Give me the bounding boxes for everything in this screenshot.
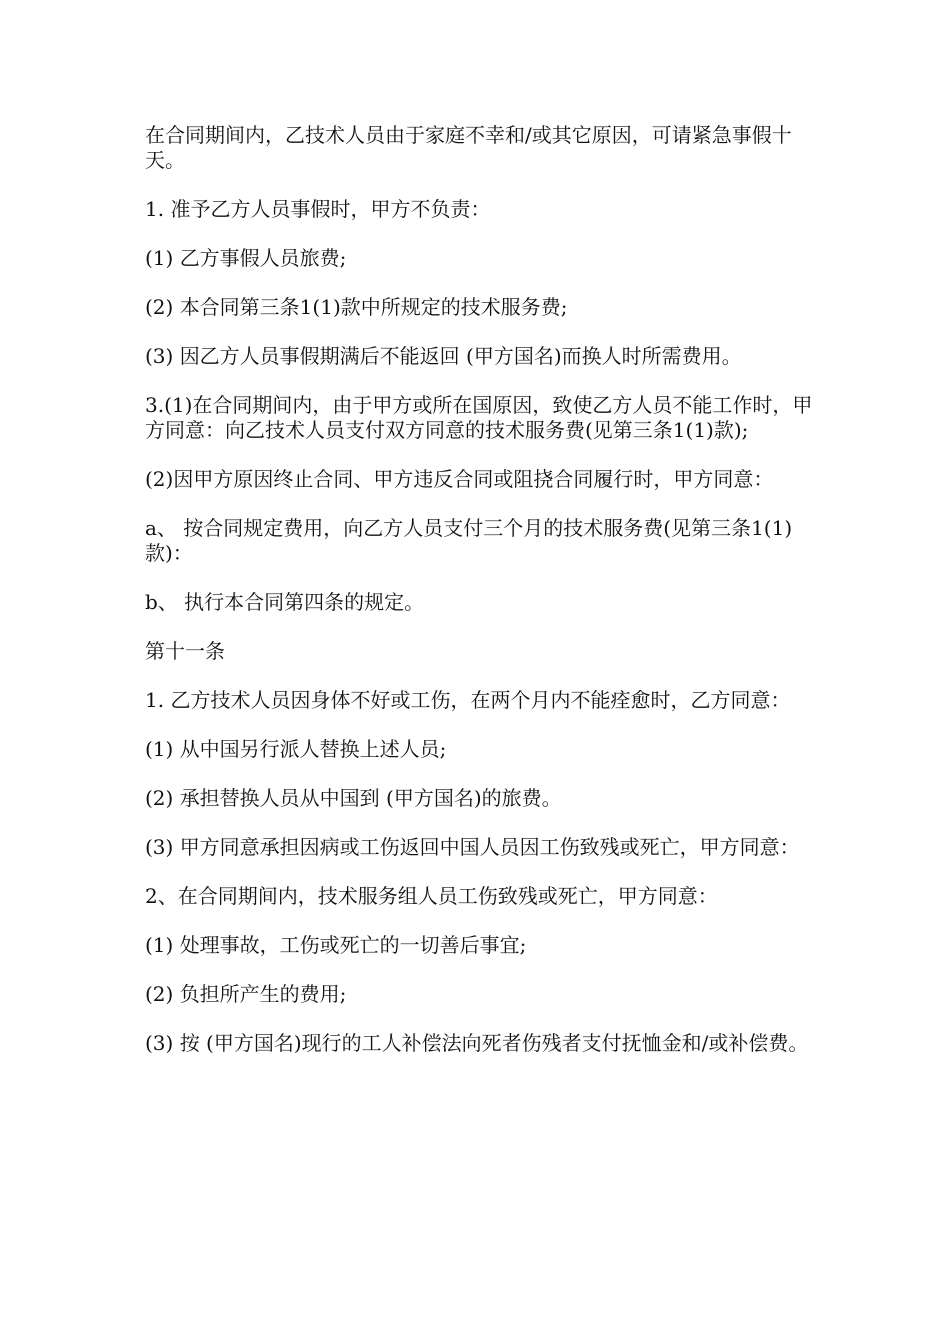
- document-body: [145, 123, 825, 1080]
- paragraph-article-11-item-3: (3) 甲方同意承担因病或工伤返回中国人员因工伤致残或死亡，甲方同意：: [145, 835, 800, 859]
- paragraph-item-a: a、 按合同规定费用，向乙方人员支付三个月的技术服务费(见第三条1(1)款)：: [145, 516, 793, 565]
- paragraph-clause-1: 1. 准予乙方人员事假时，甲方不负责：: [145, 197, 491, 221]
- paragraph-article-11-clause-1: 1. 乙方技术人员因身体不好或工伤，在两个月内不能痊愈时，乙方同意：: [145, 688, 791, 712]
- paragraph-clause-2-item-2: (2) 负担所产生的费用;: [145, 982, 347, 1006]
- paragraph-item-1-3: (3) 因乙方人员事假期满后不能返回 (甲方国名)而换人时所需费用。: [145, 344, 742, 368]
- paragraph-item-1-1: (1) 乙方事假人员旅费;: [145, 246, 347, 270]
- paragraph-item-1-2: (2) 本合同第三条1(1)款中所规定的技术服务费;: [145, 295, 568, 319]
- paragraph-article-11-item-2: (2) 承担替换人员从中国到 (甲方国名)的旅费。: [145, 786, 562, 810]
- section-heading-article-11: 第十一条: [145, 639, 225, 663]
- paragraph-clause-3-2: (2)因甲方原因终止合同、甲方违反合同或阻挠合同履行时，甲方同意：: [145, 467, 774, 491]
- paragraph-clause-2-item-1: (1) 处理事故，工伤或死亡的一切善后事宜;: [145, 933, 527, 957]
- paragraph-clause-2-item-3: (3) 按 (甲方国名)现行的工人补偿法向死者伤残者支付抚恤金和/或补偿费。: [145, 1031, 809, 1055]
- paragraph-item-b: b、 执行本合同第四条的规定。: [145, 590, 425, 614]
- paragraph-article-11-item-1: (1) 从中国另行派人替换上述人员;: [145, 737, 447, 761]
- paragraph-leave-intro: 在合同期间内，乙技术人员由于家庭不幸和/或其它原因，可请紧急事假十天。: [145, 123, 792, 172]
- paragraph-clause-3-1: 3.(1)在合同期间内，由于甲方或所在国原因，致使乙方人员不能工作时，甲方同意：向乙技术人员支付双方同意的技术服务费(见第三条1(1)款);: [145, 393, 813, 442]
- paragraph-article-11-clause-2: 2、在合同期间内，技术服务组人员工伤致残或死亡，甲方同意：: [145, 884, 718, 908]
